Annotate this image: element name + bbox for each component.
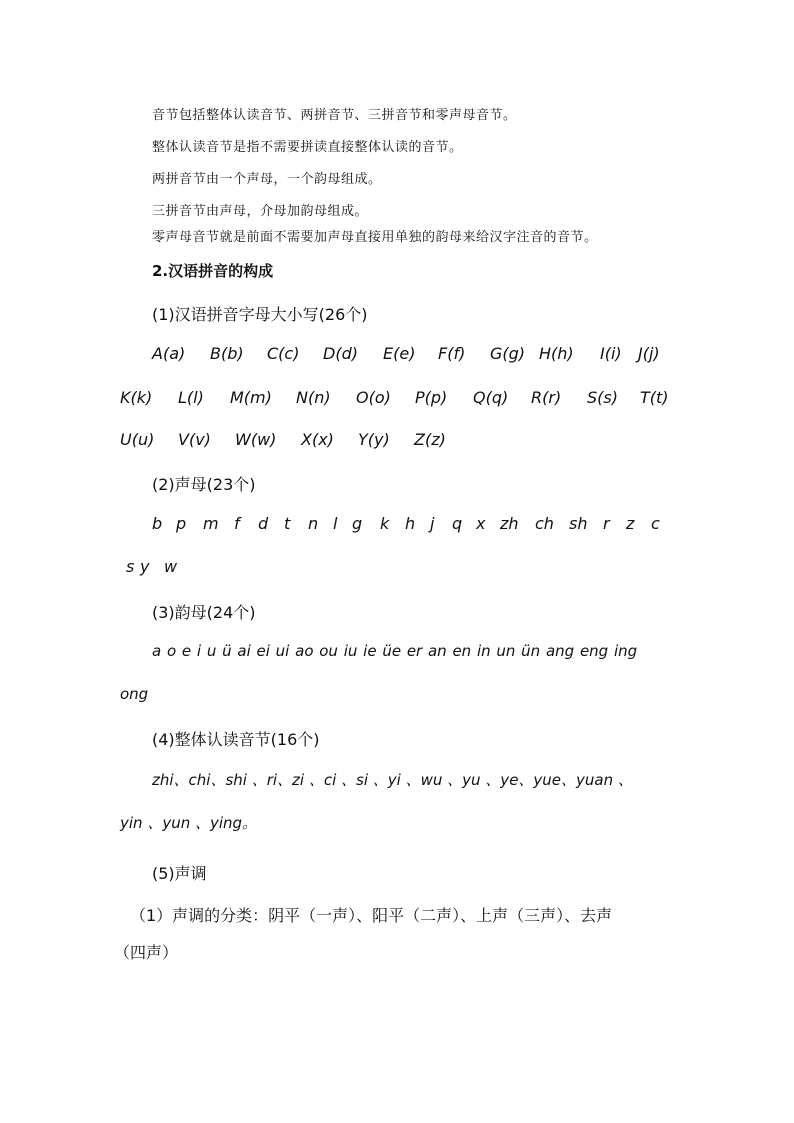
initial-item: p	[176, 514, 187, 533]
initial-item: zh	[500, 514, 519, 533]
letter-item: Z(z)	[414, 430, 446, 449]
letter-item: Y(y)	[358, 430, 390, 449]
initials-heading: (2)声母(23个)	[152, 475, 256, 494]
section-title: 2.汉语拼音的构成	[152, 262, 274, 280]
initial-item: h	[405, 514, 416, 533]
letter-item: C(c)	[267, 344, 300, 363]
initials-row-2	[0, 557, 794, 579]
whole-line-1: zhi、chi、shi 、ri、zi 、ci 、si 、yi 、wu 、yu 、ye、yue、yuan 、	[152, 771, 633, 789]
letters-row-3	[0, 430, 794, 452]
initial-item: w	[164, 557, 178, 576]
initial-item: d	[258, 514, 269, 533]
letter-item: O(o)	[356, 388, 391, 407]
intro-line-3: 两拼音节由一个声母，一个韵母组成。	[152, 172, 382, 187]
letter-item: H(h)	[539, 344, 574, 363]
initial-item: b	[152, 514, 163, 533]
letter-item: L(l)	[178, 388, 204, 407]
letter-item: G(g)	[490, 344, 526, 363]
finals-heading: (3)韵母(24个)	[152, 603, 256, 622]
letter-item: D(d)	[323, 344, 358, 363]
intro-line-5: 零声母音节就是前面不需要加声母直接用单独的韵母来给汉字注音的音节。	[152, 230, 598, 245]
letter-item: M(m)	[230, 388, 272, 407]
letter-item: U(u)	[120, 430, 155, 449]
letter-item: J(j)	[638, 344, 660, 363]
letter-item: R(r)	[531, 388, 562, 407]
initial-item: s	[126, 557, 135, 576]
intro-line-1: 音节包括整体认读音节、两拼音节、三拼音节和零声母音节。	[152, 108, 517, 123]
letters-row-1	[0, 344, 794, 366]
tones-heading: (5)声调	[152, 864, 207, 883]
letter-item: F(f)	[438, 344, 466, 363]
initial-item: j	[430, 514, 435, 533]
letter-item: A(a)	[152, 344, 186, 363]
letter-item: X(x)	[301, 430, 334, 449]
initial-item: m	[203, 514, 219, 533]
letter-item: Q(q)	[473, 388, 509, 407]
letter-item: T(t)	[640, 388, 669, 407]
initial-item: t	[284, 514, 291, 533]
initial-item: ch	[535, 514, 554, 533]
whole-heading: (4)整体认读音节(16个)	[152, 730, 320, 749]
initial-item: c	[651, 514, 660, 533]
initials-row-1	[0, 514, 794, 536]
initial-item: f	[234, 514, 240, 533]
initial-item: k	[380, 514, 390, 533]
letter-item: N(n)	[296, 388, 331, 407]
letter-item: I(i)	[600, 344, 622, 363]
intro-line-4: 三拼音节由声母，介母加韵母组成。	[152, 204, 369, 219]
letter-item: B(b)	[210, 344, 244, 363]
letter-item: V(v)	[178, 430, 211, 449]
letter-item: S(s)	[587, 388, 618, 407]
intro-line-2: 整体认读音节是指不需要拼读直接整体认读的音节。	[152, 140, 463, 155]
initial-item: q	[452, 514, 463, 533]
letter-item: W(w)	[235, 430, 277, 449]
finals-line-1: a o e i u ü ai ei ui ao ou iu ie üe er an en in un ün ang eng ing	[152, 642, 638, 660]
letter-item: E(e)	[383, 344, 416, 363]
whole-line-2: yin 、yun 、ying。	[120, 814, 258, 832]
initial-item: sh	[569, 514, 588, 533]
letter-item: P(p)	[415, 388, 448, 407]
initial-item: l	[333, 514, 338, 533]
initial-item: g	[352, 514, 363, 533]
tones-line-1: （1）声调的分类：阴平（一声）、阳平（二声）、上声（三声）、去声	[130, 906, 613, 925]
initial-item: r	[603, 514, 610, 533]
letter-item: K(k)	[120, 388, 153, 407]
initial-item: x	[476, 514, 486, 533]
letters-heading: (1)汉语拼音字母大小写(26个)	[152, 305, 368, 324]
tones-line-2: （四声）	[114, 943, 179, 962]
letters-row-2	[0, 388, 794, 410]
finals-line-2: ong	[120, 685, 149, 703]
initial-item: y	[140, 557, 150, 576]
initial-item: n	[308, 514, 319, 533]
initial-item: z	[626, 514, 635, 533]
